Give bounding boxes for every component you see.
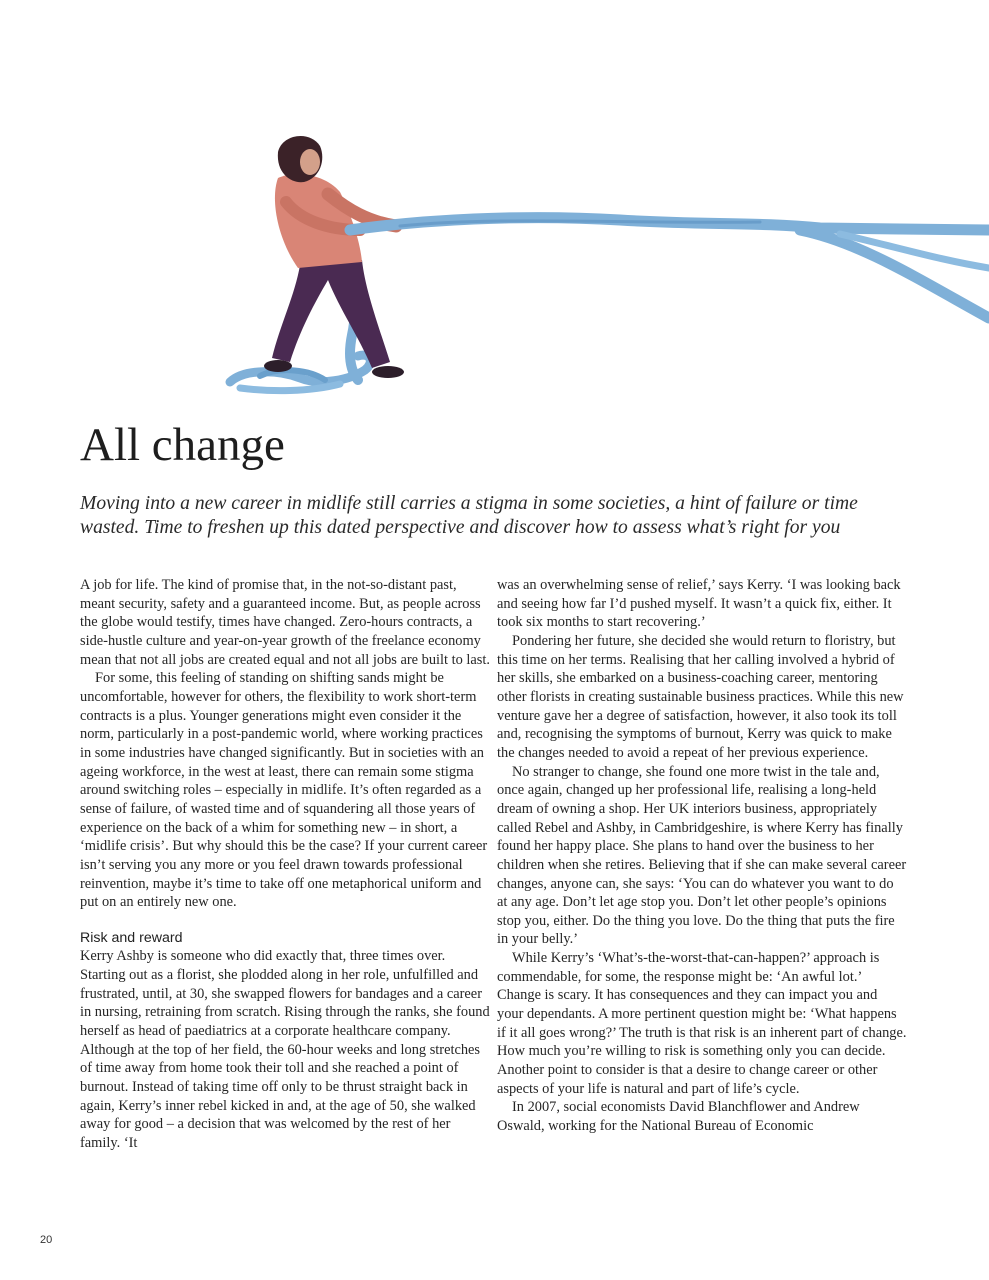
paragraph: was an overwhelming sense of relief,’ says Kerry. ‘I was looking back and seeing how far I’d pushed myself. It wasn’t a quick fix, either. It took six months to start recovering.’ xyxy=(497,577,901,631)
paragraph: Kerry Ashby is someone who did exactly that, three times over. Starting out as a florist, she plodded along in her role, unfulfilled and frustrated, until, at 30, she swapped flowers for bandages and a career in nursing, retraining from scratch. Rising through the ranks, she found herself as head of paediatrics at a corporate healthcare company. Although at the top of her field, the 60-hour weeks and long stretches of time away from home took their toll and she reached a point of burnout. Instead of taking time off only to be thrust straight back in again, Kerry’s inner rebel kicked in and, at the age of 50, she walked away for good – a decision that was welcomed by the rest of her family. ‘It xyxy=(80,948,490,1152)
subheading: Risk and reward xyxy=(80,929,183,946)
paragraph: In 2007, social economists David Blanchflower and Andrew Oswald, working for the National Bureau of Economic xyxy=(497,1099,860,1135)
paragraph: A job for life. The kind of promise that, in the not-so-distant past, meant security, safety and a guaranteed income. But, as people across the globe would testify, times have changed. Zero-hours contracts, a side-hustle culture and year-on-year growth of the freelance economy mean that not all jobs are created equal and not all jobs are built to last. xyxy=(80,577,490,668)
paragraph: Pondering her future, she decided she would return to floristry, but this time on her terms. Realising that her calling involved a hybrid of her skills, she embarked on a business-coaching career, mentoring other florists in creating sustainable business practices. While this new venture gave her a degree of satisfaction, however, it also took its toll and, recognising the symptoms of burnout, Kerry was quick to make the changes needed to avoid a repeat of her previous experience. xyxy=(497,632,904,761)
rope-strand-lower xyxy=(800,230,989,318)
article-standfirst: Moving into a new career in midlife still carries a stigma in some societies, a hint of failure or time wasted. Time to freshen up this dated perspective and discover how to assess what’s right for you xyxy=(80,493,858,538)
article-title: All change xyxy=(80,419,285,471)
paragraph: While Kerry’s ‘What’s-the-worst-that-can-happen?’ approach is commendable, for some, the response might be: ‘An awful lot.’ Change is scary. It has consequences and they can impact you and your dependants. A more pertinent question might be: ‘What happens if it all goes wrong?’ The truth is that risk is an inherent part of change. How much you’re willing to risk is something only you can decide. Another point to consider is that a desire to change career or other aspects of your life is natural and part of life’s cycle. xyxy=(497,950,907,1097)
left-column xyxy=(80,576,490,1153)
figure-legs xyxy=(272,260,390,368)
page-number: 20 xyxy=(40,1234,53,1246)
right-column xyxy=(497,576,907,1136)
paragraph: For some, this feeling of standing on shifting sands might be uncomfortable, however for others, the flexibility to work short-term contracts is a plus. Younger generations might even consider it the norm, particularly in a post-pandemic world, where working practices in some industries have changed significantly. But in societies with an ageing workforce, in the west at least, there can remain some stigma around switching roles – especially in midlife. It’s often regarded as a sense of failure, of wasted time and of squandering all those years of experience on the back of a whim for something new – in short, a ‘midlife crisis’. But why should this be the case? If your current career isn’t serving you any more or you feel drawn towards professional reinvention, maybe it’s time to take off one metaphorical uniform and put on an entirely new one. xyxy=(80,670,488,911)
tug-of-war-illustration xyxy=(200,130,989,410)
paragraph: No stranger to change, she found one more twist in the tale and, once again, changed up her professional life, realising a long-held dream of owning a shop. Her UK interiors business, appropriately called Rebel and Ashby, in Cambridgeshire, is where Kerry has finally found her happy place. She plans to hand over the business to her children when she retires. Believing that if she can make several career changes, anyone can, she says: ‘You can do whatever you want to do at any age. Don’t let age stop you. Don’t let other people’s opinions stop you, either. Do the thing you love. Do the thing that puts the fire in your belly.’ xyxy=(497,763,907,948)
